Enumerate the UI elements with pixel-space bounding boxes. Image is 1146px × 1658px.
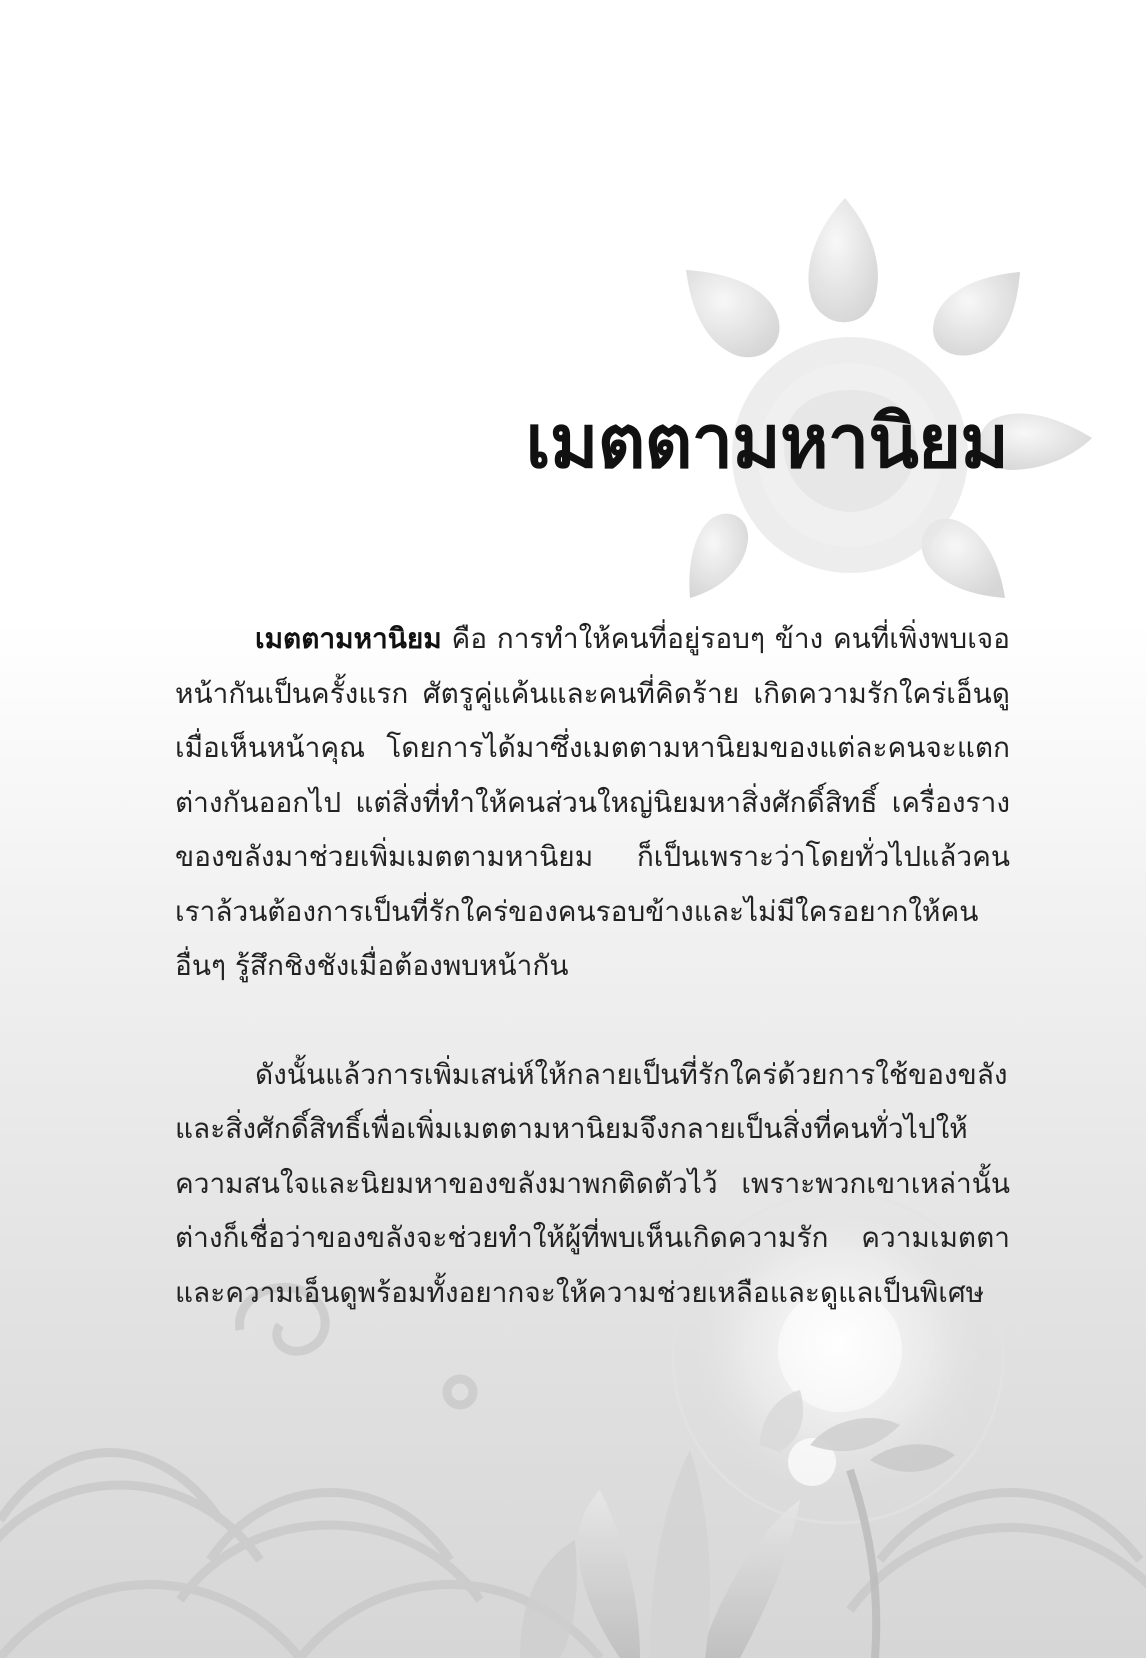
bold-term: เมตตามหานิยม xyxy=(255,622,442,655)
paragraph-1 xyxy=(175,612,1010,994)
paragraph-2-text: ดังนั้นแล้วการเพิ่มเสน่ห์ให้กลายเป็นที่รักใคร่ด้วยการใช้ของขลังและสิ่งศักดิ์สิทธิ์เพื่อเพิ่มเมตตามหานิยมจึงกลายเป็นสิ่งที่คนทั่วไปให้ความสนใจและนิยมหาของขลังมาพกติดตัวไว้ เพราะพวกเขาเหล่านั้นต่างก็เชื่อว่าของขลังจะช่วยทำให้ผู้ที่พบเห็นเกิดความรัก ความเมตตาและความเอ็นดูพร้อมทั้งอยากจะให้ความช่วยเหลือและดูแลเป็นพิเศษ xyxy=(175,1057,1010,1309)
body-text xyxy=(175,612,1010,1320)
page-title: เมตตามหานิยม xyxy=(525,399,1008,485)
paragraph-2 xyxy=(175,1048,1010,1321)
flower-ornament xyxy=(686,198,1092,598)
paragraph-1-text: คือ การทำให้คนที่อยู่รอบๆ ข้าง คนที่เพิ่งพบเจอหน้ากันเป็นครั้งแรก ศัตรูคู่แค้นและคนที่คิดร้าย เกิดความรักใคร่เอ็นดูเมื่อเห็นหน้าคุณ โดยการได้มาซึ่งเมตตามหานิยมของแต่ละคนจะแตกต่างกันออกไป แต่สิ่งที่ทำให้คนส่วนใหญ่นิยมหาสิ่งศักดิ์สิทธิ์ เครื่องรางของขลังมาช่วยเพิ่มเมตตามหานิยม ก็เป็นเพราะว่าโดยทั่วไปแล้วคนเราล้วนต้องการเป็นที่รักใคร่ของคนรอบข้างและไม่มีใครอยากให้คนอื่นๆ รู้สึกชิงชังเมื่อต้องพบหน้ากัน xyxy=(175,622,1010,982)
